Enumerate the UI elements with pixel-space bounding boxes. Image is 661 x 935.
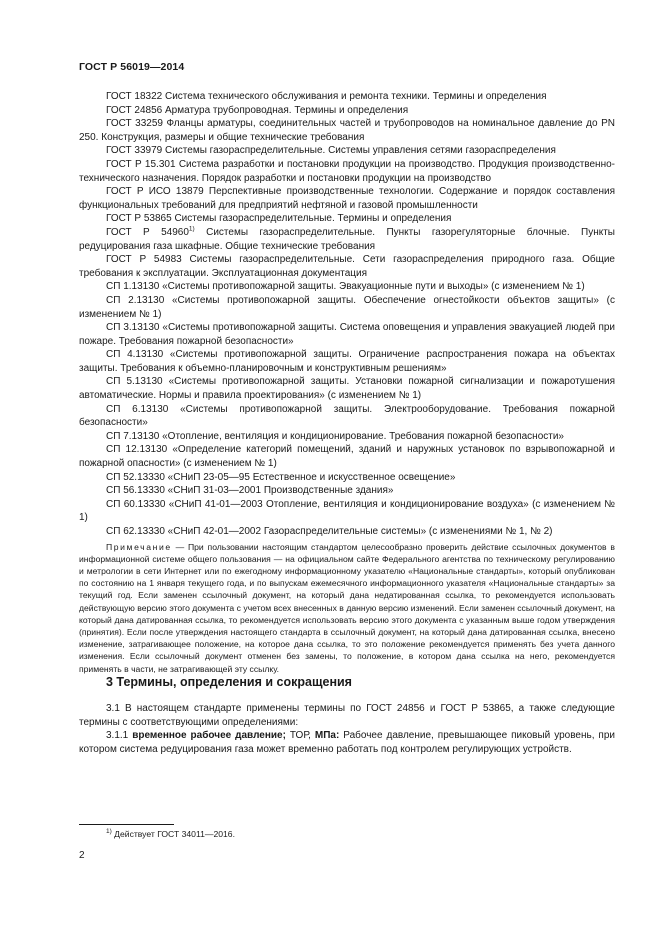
reference-item: СП 7.13130 «Отопление, вентиляция и кондиционирование. Требования пожарной безопасности» xyxy=(106,430,564,442)
reference-code: ГОСТ Р 54960 xyxy=(106,226,189,238)
reference-item: СП 2.13130 «Системы противопожарной защиты. Обеспечение огнестойкости объектов защиты» (с изменением № 1) xyxy=(79,294,615,320)
footnote-marker: 1) xyxy=(106,828,112,836)
reference-item: СП 3.13130 «Системы противопожарной защиты. Система оповещения и управления эвакуацией людей при пожаре. Требования пожарной безопасности» xyxy=(79,322,615,347)
reference-item: СП 5.13130 «Системы противопожарной защиты. Установки пожарной сигнализации и пожаротушения автоматические. Нормы и правила проектирования» (с изменением № 1) xyxy=(79,376,615,402)
term-item xyxy=(79,729,615,756)
page-number: 2 xyxy=(79,850,85,861)
document-header: ГОСТ Р 56019—2014 xyxy=(79,61,185,73)
footnote-text: Действует ГОСТ 34011—2016. xyxy=(111,829,235,839)
reference-item xyxy=(79,226,615,253)
note-text: — При пользовании настоящим стандартом целесообразно проверить действие ссылочных документов в информационной системе общего пользования — на официальном сайте Федерального агентства по техническому регулированию и метрологии в сети Интернет или по ежегодному информационному указателю «Национальные стандарты», который опубликован по состоянию на 1 января текущего года, и по выпускам ежемесячного информационного указателя «Национальные стандарты» за текущий год. Если заменен ссылочный документ, на который дана недатированная ссылка, то рекомендуется использовать действующую версию этого документа с учетом всех внесенных в данную версию изменений. Если заменен ссылочный документ, на который дана датированная ссылка, то рекомендуется использовать версию этого документа с указанным выше годом утверждения (принятия). Если после утверждения настоящего стандарта в ссылочный документ, на который дана датированная ссылка, внесено изменение, затрагивающее положение, на которое дана ссылка, то это положение рекомендуется применять без учета данного изменения. Если ссылочный документ отменен без замены, то положение, в котором дана ссылка на него, рекомендуется применять в части, не затрагивающей эту ссылку. xyxy=(79,541,615,674)
reference-item: ГОСТ 33259 Фланцы арматуры, соединительных частей и трубопроводов на номинальное давление до PN 250. Конструкция, размеры и общие технические требования xyxy=(79,118,615,143)
reference-item: СП 60.13330 «СНиП 41-01—2003 Отопление, вентиляция и кондиционирование воздуха» (с изменением № 1) xyxy=(79,498,615,524)
footnote-marker: 1) xyxy=(188,225,195,233)
term-definition: Рабочее давление, превышающее пиковый уровень, при котором система редуцирования газа может временно работать под контролем регулирующих устройств. xyxy=(79,730,615,755)
term-unit: МПа: xyxy=(314,730,340,742)
reference-item: ГОСТ Р ИСО 13879 Перспективные производственные технологии. Содержание и порядок составления функциональных требований для предприятий нефтяной и газовой промышленности xyxy=(79,186,615,211)
reference-item: СП 62.13330 «СНиП 42-01—2002 Газораспределительные системы» (с изменениями № 1, № 2) xyxy=(106,526,553,537)
reference-item: СП 12.13130 «Определение категорий помещений, зданий и наружных установок по взрывопожарной и пожарной опасности» (с изменением № 1) xyxy=(79,444,615,470)
reference-item: ГОСТ Р 54983 Системы газораспределительные. Сети газораспределения природного газа. Общие требования к эксплуатации. Эксплуатационная документация xyxy=(79,254,615,279)
reference-text: Системы газораспределительные. Пункты газорегуляторные блочные. Пункты редуцирования газа шкафные. Общие технические требования xyxy=(79,226,615,252)
reference-item: СП 4.13130 «Системы противопожарной защиты. Ограничение распространения пожара на объектах защиты. Требования к объемно-планировочным и конструктивным решениям» xyxy=(79,349,615,374)
reference-item: ГОСТ 18322 Система технического обслуживания и ремонта техники. Термины и определения xyxy=(106,91,547,102)
footnote-divider xyxy=(79,824,174,825)
reference-item: СП 6.13130 «Системы противопожарной защиты. Электрооборудование. Требования пожарной безопасности» xyxy=(79,403,615,429)
term-name: временное рабочее давление; xyxy=(132,730,286,742)
references-list xyxy=(79,90,615,675)
note-label: Примечание xyxy=(106,541,172,552)
section-title: 3 Термины, определения и сокращения xyxy=(106,675,352,689)
reference-item: ГОСТ 33979 Системы газораспределительные. Системы управления сетями газораспределения xyxy=(106,145,556,157)
term-number: 3.1.1 xyxy=(106,730,133,742)
terms-intro: 3.1 В настоящем стандарте применены термины по ГОСТ 24856 и ГОСТ Р 53865, а также следующие термины с соответствующими определениями: xyxy=(79,703,615,728)
reference-item: СП 52.13330 «СНиП 23-05—95 Естественное и искусственное освещение» xyxy=(106,471,456,483)
term-abbr: ТОР, xyxy=(285,730,315,742)
note-paragraph xyxy=(79,541,615,675)
reference-item: ГОСТ Р 15.301 Система разработки и постановки продукции на производство. Продукция производственно-технического назначения. Порядок разработки и постановки продукции на производство xyxy=(79,158,615,184)
reference-item: СП 56.13330 «СНиП 31-03—2001 Производственные здания» xyxy=(106,485,394,497)
terms-block xyxy=(79,702,615,756)
reference-item: ГОСТ 24856 Арматура трубопроводная. Термины и определения xyxy=(106,104,409,116)
reference-item: ГОСТ Р 53865 Системы газораспределительные. Термины и определения xyxy=(106,213,452,225)
footnote xyxy=(106,829,235,839)
reference-item: СП 1.13130 «Системы противопожарной защиты. Эвакуационные пути и выходы» (с изменением № 1) xyxy=(106,281,585,293)
